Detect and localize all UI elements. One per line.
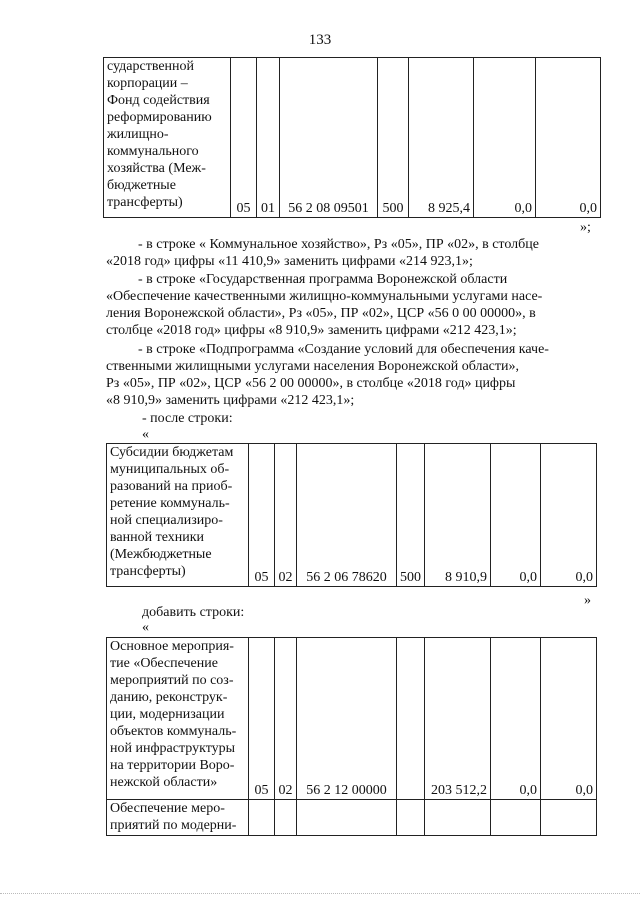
name-line: ретение коммуналь- xyxy=(110,496,230,511)
name-line: объектов коммуналь- xyxy=(110,724,237,739)
paragraph-line: - в строке «Государственная программа Воронежской области xyxy=(138,272,508,287)
name-line: Фонд содействия xyxy=(107,93,210,108)
empty-cell xyxy=(397,800,425,836)
amendment-paragraph xyxy=(106,341,594,409)
name-line: бюджетные xyxy=(107,178,176,193)
name-line: ванной техники xyxy=(110,530,205,545)
rz-cell: 05 xyxy=(231,58,257,218)
pr-cell: 02 xyxy=(275,638,297,800)
table-row xyxy=(107,444,597,587)
budget-table-3 xyxy=(106,637,597,836)
vr-cell: 500 xyxy=(378,58,409,218)
amendment-paragraph xyxy=(106,236,594,270)
paragraph-line: - в строке «Подпрограмма «Создание условий для обеспечения каче- xyxy=(138,342,549,357)
closing-quote: » xyxy=(584,593,591,608)
year-2018-cell: 203 512,2 xyxy=(425,638,491,800)
name-line: трансферты) xyxy=(110,564,186,579)
row-name-cell xyxy=(107,800,249,836)
table-row xyxy=(104,58,601,218)
row-name-cell xyxy=(104,58,231,218)
name-line: муниципальных об- xyxy=(110,462,230,477)
opening-quote: « xyxy=(142,427,149,442)
csr-cell: 56 2 12 00000 xyxy=(297,638,397,800)
name-line: Основное мероприя- xyxy=(110,639,234,654)
row-name-cell xyxy=(107,638,249,800)
pr-cell: 01 xyxy=(257,58,280,218)
closing-quote: »; xyxy=(580,220,591,235)
vr-cell xyxy=(397,638,425,800)
name-line: тие «Обеспечение xyxy=(110,656,218,671)
amendment-paragraph xyxy=(106,271,594,339)
budget-table-2 xyxy=(106,443,597,587)
name-line: приятий по модерни- xyxy=(110,818,237,833)
year-2020-cell: 0,0 xyxy=(541,444,597,587)
paragraph-line: Рз «05», ПР «02», ЦСР «56 2 00 00000», в столбце «2018 год» цифры xyxy=(106,376,516,391)
name-line: (Межбюджетные xyxy=(110,547,212,562)
paragraph-line: ления Воронежской области», Рз «05», ПР «02», ЦСР «56 0 00 00000», в xyxy=(106,306,536,321)
paragraph-line: «8 910,9» заменить цифрами «212 423,1»; xyxy=(106,393,355,408)
year-2019-cell: 0,0 xyxy=(491,638,541,800)
add-rows-label: добавить строки: xyxy=(142,605,245,620)
opening-quote: « xyxy=(142,620,149,635)
name-line: коммунального xyxy=(107,144,199,159)
year-2018-cell: 8 925,4 xyxy=(409,58,474,218)
year-2019-cell: 0,0 xyxy=(474,58,536,218)
name-line: ной инфраструктуры xyxy=(110,741,236,756)
table-row xyxy=(107,800,597,836)
rz-cell: 05 xyxy=(249,638,275,800)
empty-cell xyxy=(425,800,491,836)
pr-cell: 02 xyxy=(275,444,297,587)
budget-table-1 xyxy=(103,57,601,218)
year-2019-cell: 0,0 xyxy=(491,444,541,587)
name-line: трансферты) xyxy=(107,195,183,210)
page-number: 133 xyxy=(308,32,332,48)
csr-cell: 56 2 06 78620 xyxy=(297,444,397,587)
name-line: мероприятий по соз- xyxy=(110,673,234,688)
paragraph-line: столбце «2018 год» цифры «8 910,9» заменить цифрами «212 423,1»; xyxy=(106,323,517,338)
name-line: нежской области» xyxy=(110,775,218,790)
rz-cell: 05 xyxy=(249,444,275,587)
paragraph-line: - в строке « Коммунальное хозяйство», Рз «05», ПР «02», в столбце xyxy=(138,237,539,252)
name-line: Обеспечение меро- xyxy=(110,801,225,816)
name-line: данию, реконструк- xyxy=(110,690,228,705)
name-line: реформированию xyxy=(107,110,212,125)
empty-cell xyxy=(297,800,397,836)
row-name-cell xyxy=(107,444,249,587)
paragraph-line: «2018 год» цифры «11 410,9» заменить цифрами «214 923,1»; xyxy=(106,254,473,269)
empty-cell xyxy=(249,800,275,836)
empty-cell xyxy=(491,800,541,836)
year-2020-cell: 0,0 xyxy=(541,638,597,800)
csr-cell: 56 2 08 09501 xyxy=(280,58,378,218)
page-edge-rule xyxy=(0,893,640,894)
name-line: хозяйства (Меж- xyxy=(107,161,206,176)
name-line: на территории Воро- xyxy=(110,758,235,773)
name-line: разований на приоб- xyxy=(110,479,233,494)
after-row-label: - после строки: xyxy=(142,411,233,426)
year-2020-cell: 0,0 xyxy=(536,58,601,218)
paragraph-line: «Обеспечение качественными жилищно-коммунальными услугами насе- xyxy=(106,289,543,304)
empty-cell xyxy=(275,800,297,836)
vr-cell: 500 xyxy=(397,444,425,587)
year-2018-cell: 8 910,9 xyxy=(425,444,491,587)
empty-cell xyxy=(541,800,597,836)
name-line: корпорации – xyxy=(107,76,188,91)
table-row xyxy=(107,638,597,800)
name-line: ной специализиро- xyxy=(110,513,223,528)
name-line: жилищно- xyxy=(107,127,169,142)
paragraph-line: ственными жилищными услугами населения Воронежской области», xyxy=(106,359,519,374)
name-line: Субсидии бюджетам xyxy=(110,445,234,460)
name-line: сударственной xyxy=(107,59,195,74)
name-line: ции, модернизации xyxy=(110,707,225,722)
